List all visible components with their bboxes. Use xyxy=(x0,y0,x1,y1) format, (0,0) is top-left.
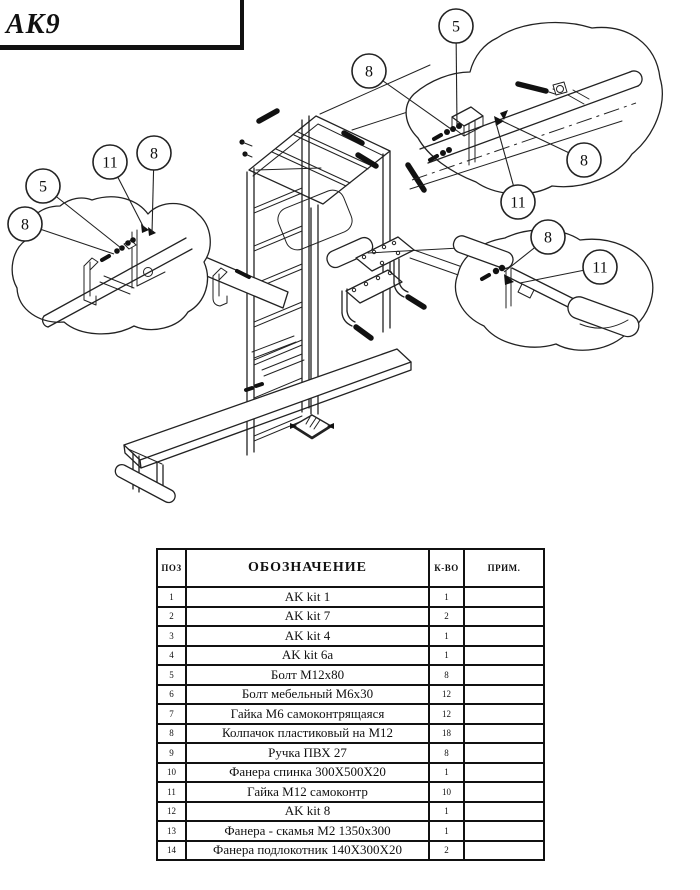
note-cell xyxy=(464,802,544,822)
table-row xyxy=(157,743,544,763)
note-cell xyxy=(464,607,544,627)
top-frame-bolts xyxy=(259,111,424,190)
designation-cell: Колпачок пластиковый на М12 xyxy=(186,724,429,744)
table-row xyxy=(157,665,544,685)
parts-table-header xyxy=(157,549,544,587)
note-cell xyxy=(464,665,544,685)
column-header-pos: ПОЗ xyxy=(157,549,186,587)
designation-cell: Ручка ПВХ 27 xyxy=(186,743,429,763)
pos-cell: 10 xyxy=(157,763,186,783)
pos-cell: 14 xyxy=(157,841,186,861)
designation-cell: Гайка М6 самоконтрящаяся xyxy=(186,704,429,724)
callout-number: 11 xyxy=(510,194,526,212)
callout-number: 8 xyxy=(580,152,588,170)
callout-number: 11 xyxy=(102,154,118,172)
note-cell xyxy=(464,626,544,646)
table-row xyxy=(157,802,544,822)
callout-number: 5 xyxy=(39,178,47,196)
column-header-designation: ОБОЗНАЧЕНИЕ xyxy=(186,549,429,587)
table-row xyxy=(157,587,544,607)
table-row xyxy=(157,724,544,744)
title-block xyxy=(0,0,244,50)
qty-cell: 18 xyxy=(429,724,464,744)
callout-number: 8 xyxy=(150,145,158,163)
qty-cell: 1 xyxy=(429,802,464,822)
drawing-code: АК9 xyxy=(6,9,61,40)
column-header-qty: К-ВО xyxy=(429,549,464,587)
table-row xyxy=(157,626,544,646)
pos-cell: 2 xyxy=(157,607,186,627)
callout-number: 11 xyxy=(592,259,608,277)
pos-cell: 12 xyxy=(157,802,186,822)
note-cell xyxy=(464,743,544,763)
qty-cell: 12 xyxy=(429,704,464,724)
detail-bubble-top-right xyxy=(406,23,662,194)
designation-cell: AK kit 4 xyxy=(186,626,429,646)
qty-cell: 12 xyxy=(429,685,464,705)
note-cell xyxy=(464,704,544,724)
backrest-panel xyxy=(274,186,355,253)
pos-cell: 4 xyxy=(157,646,186,666)
table-row xyxy=(157,821,544,841)
callout-number: 8 xyxy=(365,63,373,81)
qty-cell: 1 xyxy=(429,646,464,666)
table-row xyxy=(157,763,544,783)
designation-cell: Болт мебельный М6х30 xyxy=(186,685,429,705)
qty-cell: 1 xyxy=(429,587,464,607)
designation-cell: Гайка М12 самоконтр xyxy=(186,782,429,802)
designation-cell: AK kit 6a xyxy=(186,646,429,666)
note-cell xyxy=(464,782,544,802)
note-cell xyxy=(464,646,544,666)
table-row xyxy=(157,607,544,627)
qty-cell: 8 xyxy=(429,743,464,763)
table-row xyxy=(157,782,544,802)
note-cell xyxy=(464,685,544,705)
pos-cell: 5 xyxy=(157,665,186,685)
pos-cell: 3 xyxy=(157,626,186,646)
table-row xyxy=(157,841,544,861)
designation-cell: AK kit 7 xyxy=(186,607,429,627)
designation-cell: Фанера спинка 300Х500Х20 xyxy=(186,763,429,783)
callout-number: 8 xyxy=(544,229,552,247)
qty-cell: 2 xyxy=(429,607,464,627)
qty-cell: 1 xyxy=(429,626,464,646)
note-cell xyxy=(464,763,544,783)
designation-cell: AK kit 1 xyxy=(186,587,429,607)
pos-cell: 7 xyxy=(157,704,186,724)
column-header-note: ПРИМ. xyxy=(464,549,544,587)
pos-cell: 1 xyxy=(157,587,186,607)
pos-cell: 11 xyxy=(157,782,186,802)
qty-cell: 10 xyxy=(429,782,464,802)
qty-cell: 2 xyxy=(429,841,464,861)
qty-cell: 8 xyxy=(429,665,464,685)
table-row xyxy=(157,646,544,666)
table-row xyxy=(157,704,544,724)
designation-cell: Болт М12х80 xyxy=(186,665,429,685)
parts-table xyxy=(156,548,545,861)
designation-cell: Фанера подлокотник 140Х300Х20 xyxy=(186,841,429,861)
pos-cell: 13 xyxy=(157,821,186,841)
note-cell xyxy=(464,841,544,861)
qty-cell: 1 xyxy=(429,821,464,841)
designation-cell: Фанера - скамья М2 1350х300 xyxy=(186,821,429,841)
pos-cell: 8 xyxy=(157,724,186,744)
pos-cell: 6 xyxy=(157,685,186,705)
note-cell xyxy=(464,724,544,744)
designation-cell: AK kit 8 xyxy=(186,802,429,822)
note-cell xyxy=(464,587,544,607)
qty-cell: 1 xyxy=(429,763,464,783)
table-row xyxy=(157,685,544,705)
pos-cell: 9 xyxy=(157,743,186,763)
note-cell xyxy=(464,821,544,841)
callout-number: 8 xyxy=(21,216,29,234)
detail-bubble-left xyxy=(12,197,210,334)
callout-number: 5 xyxy=(452,18,460,36)
